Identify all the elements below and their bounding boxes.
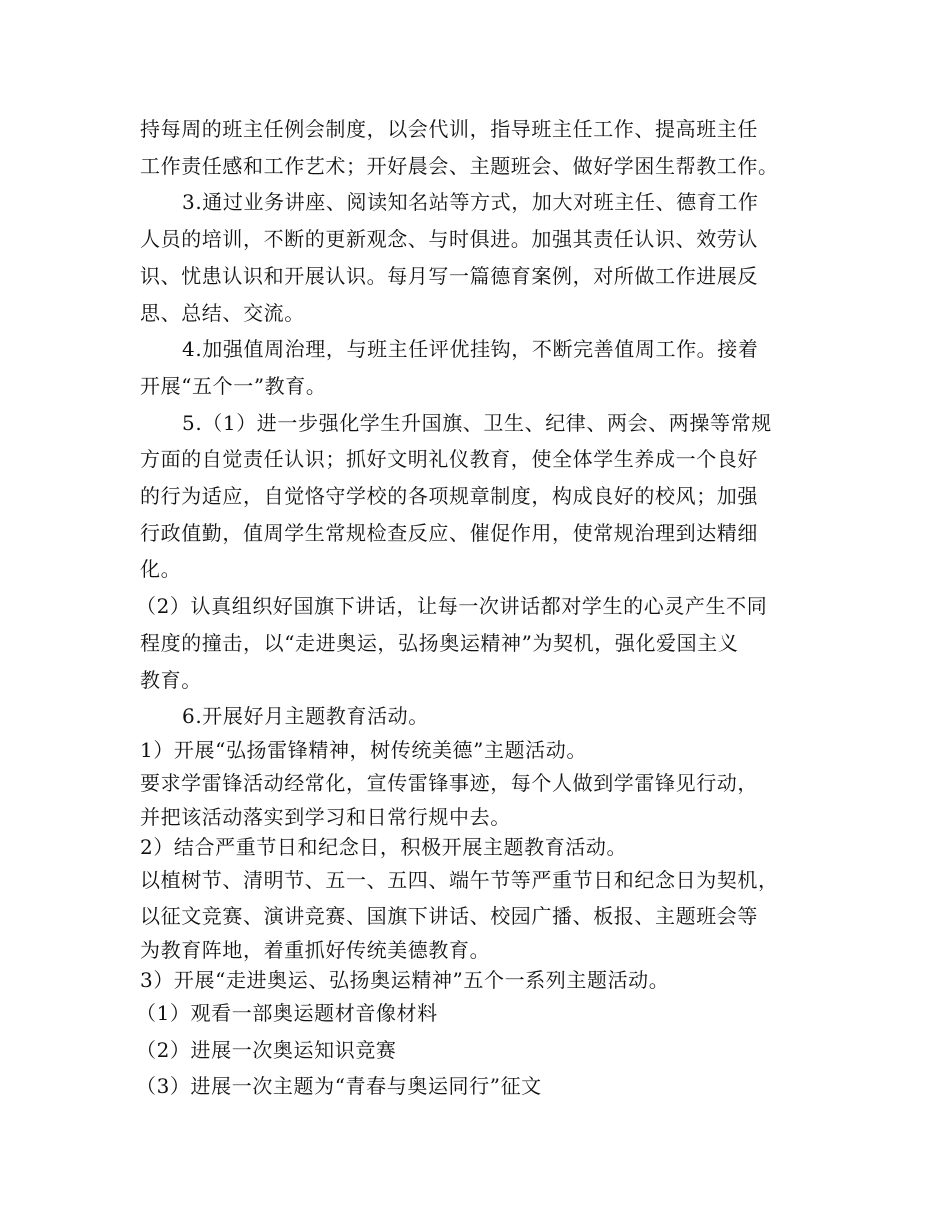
text-line: 3.通过业务讲座、阅读知名站等方式，加大对班主任、德育工作 [182, 190, 759, 215]
text-line: 人员的培训，不断的更新观念、与时俱进。加强其责任认识、效劳认 [140, 227, 758, 252]
text-line: 思、总结、交流。 [140, 300, 305, 325]
text-line: 识、忧患认识和开展认识。每月写一篇德育案例，对所做工作进展反 [140, 263, 758, 288]
text-line: 程度的撞击，以“走进奥运，弘扬奥运精神”为契机，强化爱国主义 [140, 630, 739, 655]
text-line: 以征文竞赛、演讲竞赛、国旗下讲话、校园广播、板报、主题班会等 [140, 904, 758, 929]
text-line: 以植树节、清明节、五一、五四、端午节等严重节日和纪念日为契机， [140, 867, 779, 892]
text-line: 方面的自觉责任认识；抓好文明礼仪教育，使全体学生养成一个良好 [140, 447, 758, 472]
text-line: （1）观看一部奥运题材音像材料 [136, 1001, 438, 1026]
text-line: 6.开展好月主题教育活动。 [182, 704, 429, 729]
text-line: 为教育阵地，着重抓好传统美德教育。 [140, 938, 491, 963]
text-line: 工作责任感和工作艺术；开好晨会、主题班会、做好学困生帮教工作。 [140, 153, 779, 178]
text-line: （2）认真组织好国旗下讲话，让每一次讲话都对学生的心灵产生不同 [136, 594, 768, 619]
text-line: 2）结合严重节日和纪念日，积极开展主题教育活动。 [140, 834, 628, 859]
text-line: 化。 [140, 557, 182, 582]
text-line: 的行为适应，自觉恪守学校的各项规章制度，构成良好的校风；加强 [140, 484, 758, 509]
text-line: 5.（1）进一步强化学生升国旗、卫生、纪律、两会、两操等常规 [182, 410, 772, 435]
text-line: 持每周的班主任例会制度，以会代训，指导班主任工作、提高班主任 [140, 117, 758, 141]
text-line: 要求学雷锋活动经常化，宣传雷锋事迹，每个人做到学雷锋见行动， [140, 770, 758, 795]
text-line: 1）开展“弘扬雷锋精神，树传统美德”主题活动。 [140, 737, 587, 762]
text-line: （2）进展一次奥运知识竞赛 [136, 1037, 397, 1062]
text-line: 并把该活动落实到学习和日常行规中去。 [140, 804, 511, 829]
document-body [136, 111, 830, 1105]
text-line: 开展“五个一”教育。 [140, 373, 327, 398]
text-line: 行政值勤，值周学生常规检查反应、催促作用，使常规治理到达精细 [140, 520, 758, 545]
text-line: 教育。 [140, 667, 202, 692]
text-line: 4.加强值周治理，与班主任评优挂钩，不断完善值周工作。接着 [182, 337, 759, 362]
text-line: 3）开展“走进奥运、弘扬奥运精神”五个一系列主题活动。 [140, 968, 670, 993]
text-line: （3）进展一次主题为“青春与奥运同行”征文 [136, 1074, 542, 1099]
